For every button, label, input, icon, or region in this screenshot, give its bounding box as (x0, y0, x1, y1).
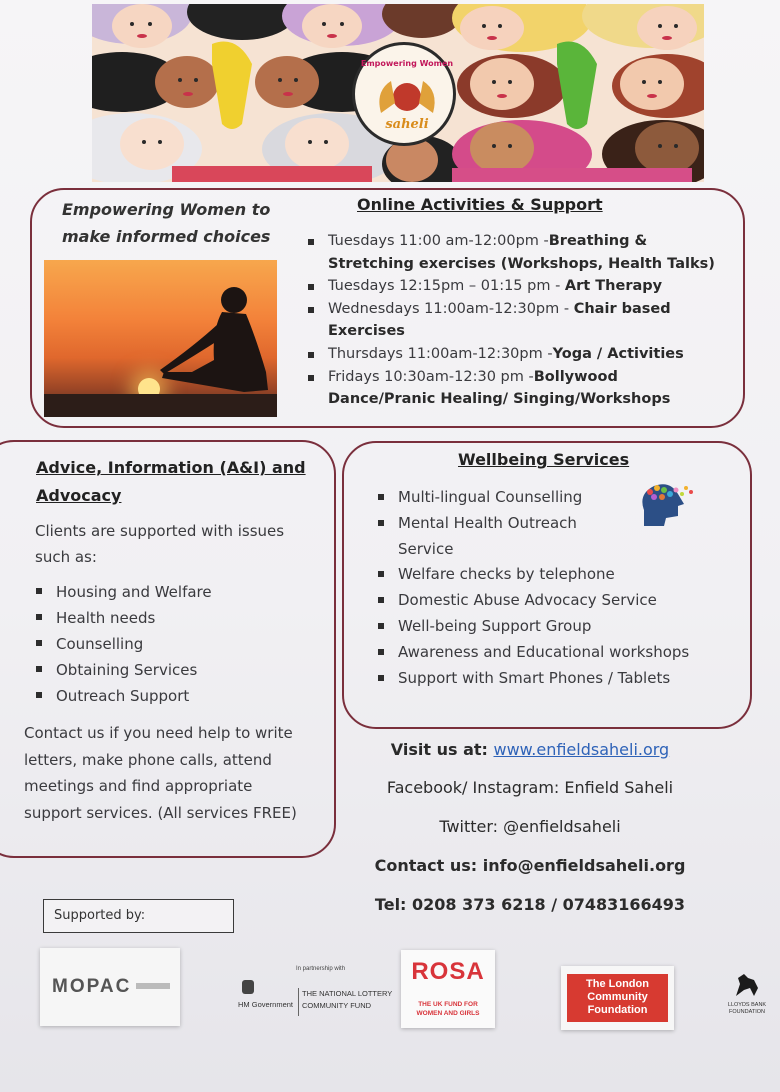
lottery-partnership-logo (236, 964, 393, 1024)
wellbeing-list (376, 485, 728, 691)
advice-contact-line: meetings and find appropriate (24, 777, 253, 795)
activity-name: Bollywood (533, 368, 618, 385)
activity-time: Tuesdays 11:00 am-12:00pm - (328, 233, 549, 249)
social-line: Facebook/ Instagram: Enfield Saheli (386, 778, 674, 797)
advice-intro (35, 518, 284, 570)
logo-tagline: Empowering Women (360, 59, 454, 68)
visit-label: Visit us at: (390, 740, 494, 759)
london-community-foundation-logo (561, 966, 674, 1030)
intro-line-2: make informed choices (62, 227, 271, 246)
activity-name: Yoga / Activities (552, 345, 684, 362)
advice-contact-line: letters, make phone calls, attend (24, 750, 272, 769)
supported-by-label: Supported by: (43, 899, 234, 933)
london-line-1: The London (586, 978, 649, 990)
advice-list-item: Obtaining Services (34, 657, 212, 683)
activity-time: Tuesdays 12:15pm – 01:15 pm - (328, 278, 565, 295)
wellbeing-item-text: Multi-lingual Counselling (398, 488, 583, 506)
wellbeing-heading: Wellbeing Services (458, 450, 630, 469)
activity-name-cont: Stretching exercises (Workshops, Health Talks) (328, 255, 715, 272)
lloyds-line-2: FOUNDATION (729, 1009, 765, 1015)
website-link[interactable]: www.enfieldsaheli.org (493, 740, 670, 759)
advice-contact-line: support services. (All services FREE) (24, 803, 297, 822)
activity-name: Breathing & (548, 233, 648, 249)
advice-heading-line-1: Advice, Information (A&I) and (36, 458, 306, 477)
advice-list-item: Housing and Welfare (34, 579, 212, 605)
online-activity-item (306, 366, 726, 411)
lloyds-bank-foundation-logo (722, 972, 772, 1028)
wellbeing-list-item (376, 666, 728, 692)
online-activity-item (306, 298, 726, 343)
online-activities-list (306, 230, 726, 411)
wellbeing-item-text: Support with Smart Phones / Tablets (398, 668, 671, 687)
partnership-text: In partnership with (296, 966, 346, 972)
saheli-logo (352, 42, 456, 146)
wellbeing-item-text: Domestic Abuse Advocacy Service (398, 591, 657, 610)
meditating-silhouette (44, 260, 277, 417)
rosa-logo (401, 950, 495, 1028)
activity-name-cont: Exercises (328, 323, 405, 340)
rosa-subtitle (401, 1000, 495, 1018)
hm-gov-text: HM Government (238, 1000, 294, 1009)
advice-list-item: Counselling (34, 631, 212, 657)
advice-list (34, 579, 212, 709)
wellbeing-item-text-cont: Service (398, 539, 454, 558)
rosa-sub-1: THE UK FUND FOR (418, 1001, 478, 1008)
advice-heading (36, 454, 306, 510)
lottery-line-1: THE NATIONAL LOTTERY (302, 989, 393, 998)
wellbeing-item-text: Well-being Support Group (398, 616, 592, 635)
lloyds-text (722, 1002, 772, 1016)
lloyds-line-1: LLOYDS BANK (727, 1002, 767, 1008)
lottery-line-2: COMMUNITY FUND (302, 1001, 372, 1010)
logo-name: saheli (385, 117, 429, 132)
london-line-3: Foundation (587, 1004, 648, 1016)
tel-line: Tel: 0208 373 6218 / 07483166493 (374, 895, 686, 914)
activity-name: Chair based (573, 300, 671, 317)
rosa-text: ROSA (411, 958, 485, 985)
london-line-2: Community (587, 991, 648, 1003)
intro-line-1: Empowering Women to (62, 200, 271, 219)
advice-contact-line: Contact us if you need help to write (24, 724, 293, 742)
wellbeing-list-item (376, 511, 728, 563)
wellbeing-list-item (376, 640, 728, 666)
wellbeing-list-item (376, 562, 728, 588)
activity-time: Thursdays 11:00am-12:30pm - (328, 345, 553, 362)
wellbeing-list-item (376, 588, 728, 614)
wellbeing-item-text: Mental Health Outreach (398, 513, 577, 532)
crown-icon (242, 980, 254, 994)
activity-time: Wednesdays 11:00am-12:30pm - (328, 300, 574, 317)
twitter-line: Twitter: @enfieldsaheli (439, 817, 621, 836)
advice-intro-line-1: Clients are supported with issues (35, 522, 285, 540)
online-heading: Online Activities & Support (357, 195, 603, 214)
lottery-text (302, 988, 392, 1012)
wellbeing-item-text: Welfare checks by telephone (398, 565, 615, 584)
advice-heading-line-2: Advocacy (36, 486, 122, 505)
rosa-sub-2: WOMEN AND GIRLS (416, 1010, 480, 1017)
wellbeing-list-item (376, 614, 728, 640)
horse-icon (732, 972, 762, 998)
online-activity-item (306, 230, 726, 275)
advice-list-item: Outreach Support (34, 683, 212, 709)
mopac-logo (40, 948, 180, 1026)
banner-illustration (92, 4, 704, 182)
wellbeing-list-item (376, 485, 728, 511)
london-red-block (567, 974, 668, 1022)
advice-contact-text (24, 720, 297, 826)
mopac-text: MOPAC (52, 976, 132, 997)
online-activity-item (306, 343, 726, 366)
yoga-sunset-photo (44, 260, 277, 417)
mopac-bar (136, 983, 170, 989)
activity-time: Fridays 10:30am-12:30 pm - (328, 368, 534, 385)
advice-intro-line-2: such as: (35, 548, 97, 566)
advice-list-item: Health needs (34, 605, 212, 631)
email-line: Contact us: info@enfieldsaheli.org (374, 856, 686, 875)
visit-line (360, 740, 700, 759)
wellbeing-item-text: Awareness and Educational workshops (398, 642, 690, 661)
activity-name-cont: Dance/Pranic Healing/ Singing/Workshops (328, 391, 671, 408)
intro-tagline (62, 196, 270, 250)
online-activity-item (306, 275, 726, 298)
activity-name: Art Therapy (564, 278, 663, 295)
